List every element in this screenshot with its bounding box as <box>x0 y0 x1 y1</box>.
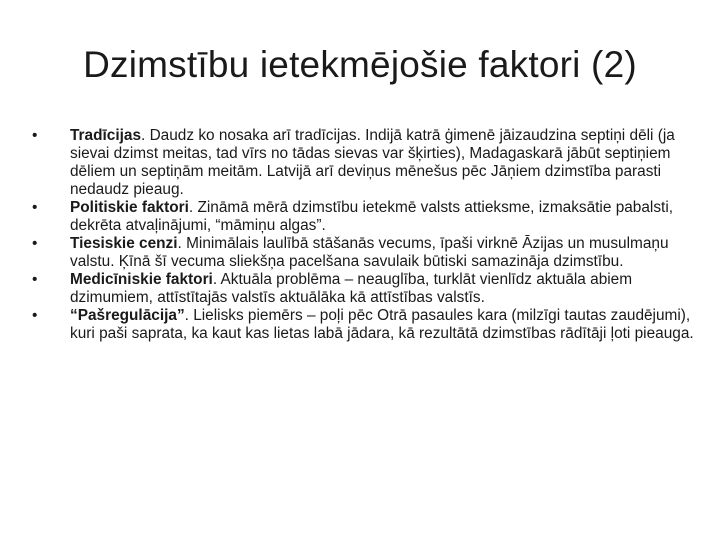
bullet-icon: • <box>32 307 38 324</box>
bullet-text: . Minimālais laulībā stāšanās vecums, īpaši virknē Āzijas un musulmaņu valstu. Ķīnā šī vecuma sliekšņa pacelšana savulaik būtiski samazināja dzimstību. <box>70 235 669 270</box>
bullet-item-tiesiskie-cenzi <box>32 235 700 271</box>
bullet-text: . Daudz ko nosaka arī tradīcijas. Indijā katrā ģimenē jāizaudzina septiņi dēli (ja sievai dzimst meitas, tad vīrs no tādas sievas var šķirties), Madagaskarā jābūt septiņiem dēliem un septiņām meitām. Latvijā arī deviņus mēnešus pēc Jāņiem dzimstība parasti nedaudz pieaug. <box>70 127 675 198</box>
bullet-term: Medicīniskie faktori <box>70 271 213 288</box>
bullet-term: Tradīcijas <box>70 127 142 144</box>
bullet-item-pasregulacija <box>32 307 700 343</box>
bullet-term: Politiskie faktori <box>70 199 189 216</box>
bullet-icon: • <box>32 271 38 288</box>
slide-title: Dzimstību ietekmējošie faktori (2) <box>83 44 637 85</box>
bullet-term: Tiesiskie cenzi <box>70 235 178 252</box>
bullet-list <box>32 127 700 343</box>
bullet-text: . Aktuāla problēma – neauglība, turklāt vienlīdz aktuāla abiem dzimumiem, attīstītajās valstīs aktuālāka kā attīstības valstīs. <box>70 271 633 306</box>
bullet-icon: • <box>32 199 38 216</box>
bullet-icon: • <box>32 127 38 144</box>
bullet-item-politiskie-faktori <box>32 199 700 235</box>
bullet-text: . Lielisks piemērs – poļi pēc Otrā pasaules kara (milzīgi tautas zaudējumi), kuri paši saprata, ka kaut kas lietas labā jādara, kā rezultātā dzimstības rādītāji ļoti pieauga. <box>70 307 694 342</box>
bullet-text: . Zināmā mērā dzimstību ietekmē valsts attieksme, izmaksātie pabalsti, dekrēta atvaļinājumi, “māmiņu algas”. <box>70 199 674 234</box>
bullet-icon: • <box>32 235 38 252</box>
bullet-item-mediciniskie-faktori <box>32 271 700 307</box>
bullet-item-tradicijas <box>32 127 700 199</box>
bullet-term: “Pašregulācija” <box>70 307 185 324</box>
